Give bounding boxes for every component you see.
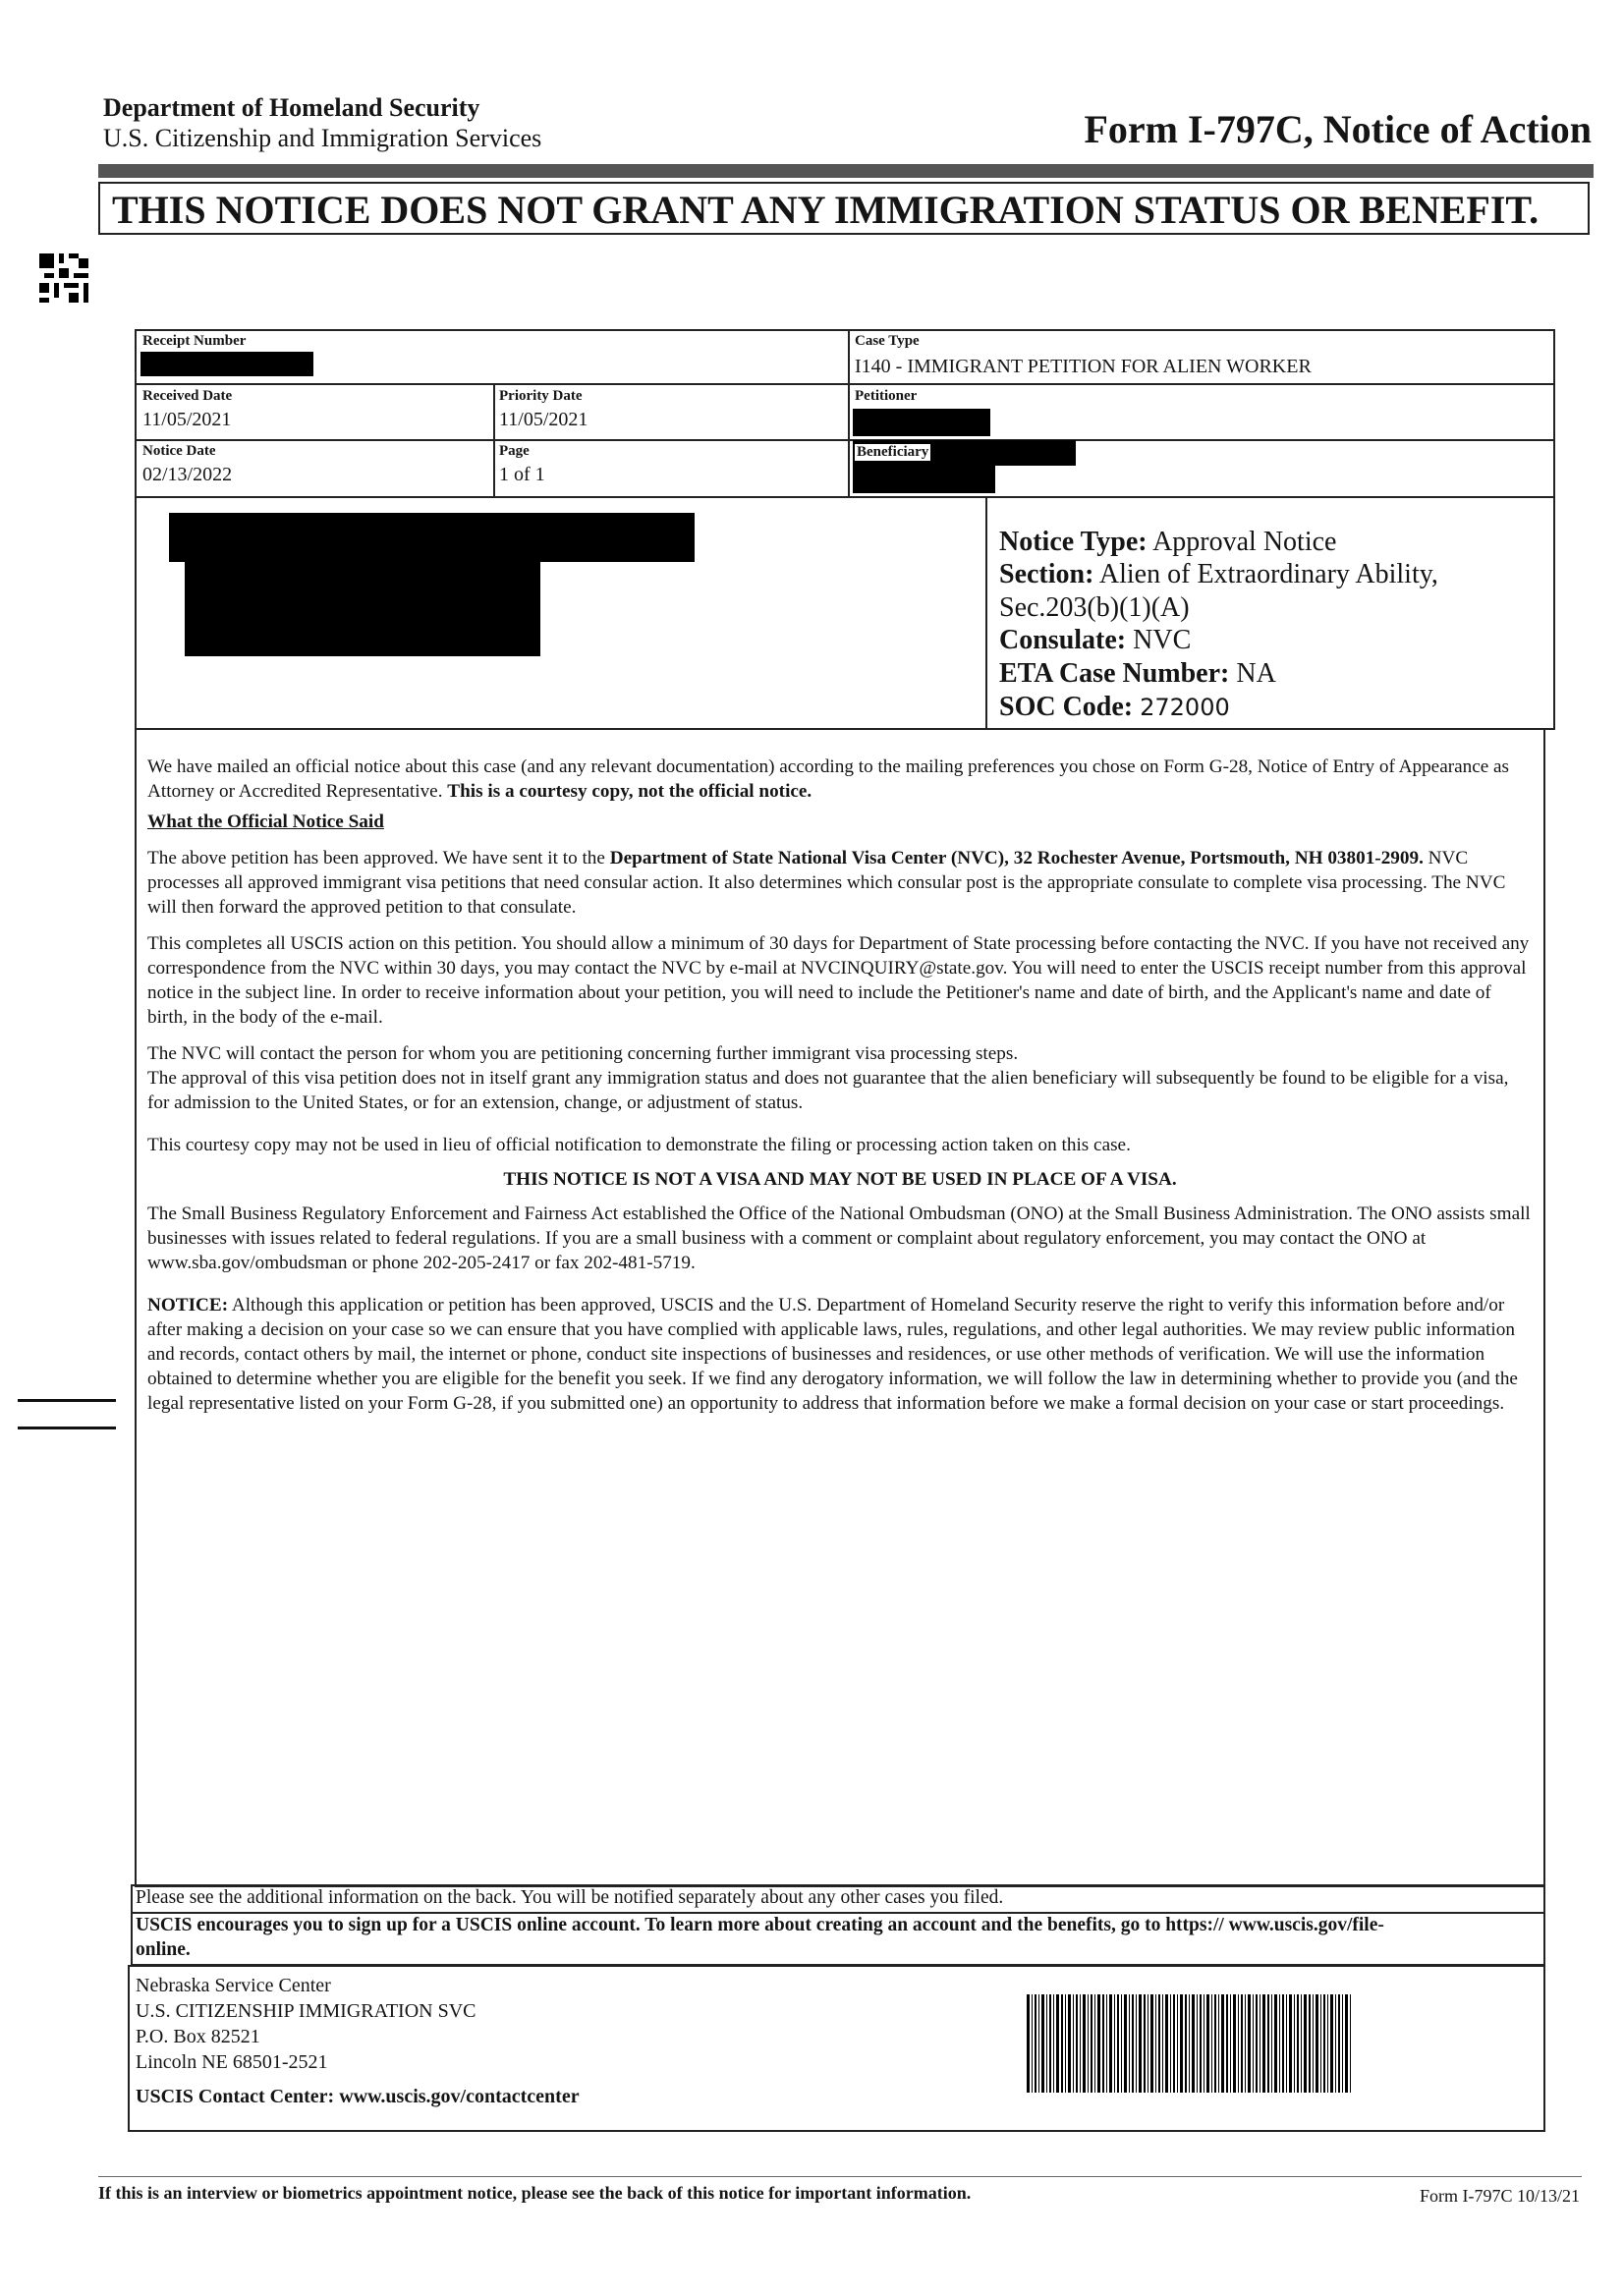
footer-note: If this is an interview or biometrics appointment notice, please see the back of this notice for important information. — [98, 2183, 972, 2203]
margin-mark — [18, 1399, 116, 1402]
barcode-icon — [1027, 1994, 1351, 2093]
paragraph: The above petition has been approved. We have sent it to the Department of State National Visa Center (NVC), 32 Rochester Avenue, Portsmouth, NH 03801-2909. NVC processes all approved immigrant visa petitions that need consular action. It also determines which consular post is the appropriate consulate to complete visa processing. The NVC will then forward the approved petition to that consulate. — [147, 848, 1506, 918]
box-divider — [985, 496, 987, 730]
paragraph: This courtesy copy may not be used in lieu of official notification to demonstrate the filing or processing action taken on this case. — [147, 1135, 1131, 1155]
priority-date-label: Priority Date — [499, 388, 583, 404]
service-center-city: Lincoln NE 68501-2521 — [136, 2051, 328, 2073]
page-number: 1 of 1 — [499, 464, 545, 485]
notice-consulate: Consulate: NVC — [999, 625, 1192, 655]
notice-date-label: Notice Date — [142, 443, 216, 459]
notice-date: 02/13/2022 — [142, 464, 233, 485]
beneficiary-label: Beneficiary — [857, 444, 929, 460]
service-center-svc: U.S. CITIZENSHIP IMMIGRATION SVC — [136, 2000, 476, 2022]
paragraph: We have mailed an official notice about this case (and any relevant documentation) according to the mailing preferences you chose on Form G-28, Notice of Entry of Appearance as Attorney or Accredited Representative. This is a courtesy copy, not the official notice. — [147, 756, 1510, 802]
contact-center: USCIS Contact Center: www.uscis.gov/contactcenter — [136, 2086, 580, 2107]
paragraph: The Small Business Regulatory Enforcement and Fairness Act established the Office of the National Ombudsman (ONO) at the Small Business Administration. The ONO assists small businesses with issues related to federal regulations. If you are a small business with a comment or complaint about regulatory enforcement, you may contact the ONO at www.sba.gov/ombudsman or phone 202-205-2417 or fax 202-481-5719. — [147, 1203, 1531, 1273]
table-divider — [848, 329, 850, 498]
receipt-number-label: Receipt Number — [142, 333, 247, 349]
received-date-label: Received Date — [142, 388, 233, 404]
section-heading: What the Official Notice Said — [147, 812, 384, 832]
petitioner-label: Petitioner — [855, 388, 918, 404]
notice-eta-case: ETA Case Number: NA — [999, 658, 1276, 689]
department-name: Department of Homeland Security — [103, 93, 480, 122]
margin-mark — [18, 1427, 116, 1429]
redacted-address — [169, 513, 695, 562]
footer-rule — [98, 2176, 1582, 2177]
redacted-receipt-number — [140, 352, 313, 376]
additional-info-text: Please see the additional information on the back. You will be notified separately about any other cases you filed. — [136, 1887, 1004, 1908]
table-divider — [135, 439, 1555, 441]
online-account-text: USCIS encourages you to sign up for a USCIS online account. To learn more about creating an account and the benefits, go to https:// www.uscis.gov/file-online. — [136, 1915, 1384, 1960]
notice-section-code: Sec.203(b)(1)(A) — [999, 592, 1190, 623]
paragraph: The NVC will contact the person for whom you are petitioning concerning further immigrant visa processing steps. — [147, 1043, 1019, 1064]
form-title: Form I-797C, Notice of Action — [1084, 107, 1592, 151]
case-type: I140 - IMMIGRANT PETITION FOR ALIEN WORKER — [855, 356, 1312, 377]
case-type-label: Case Type — [855, 333, 920, 349]
header-bar — [98, 164, 1594, 178]
priority-date: 11/05/2021 — [499, 409, 588, 430]
paragraph: This completes all USCIS action on this petition. You should allow a minimum of 30 days for Department of State processing before contacting the NVC. If you have not received any correspondence from the NVC within 30 days, you may contact the NVC by e-mail at NVCINQUIRY@state.gov. You will need to enter the USCIS receipt number from this approval notice in the subject line. In order to receive information about your petition, you will need to include the Petitioner's name and date of birth, and the Applicant's name and date of birth, in the body of the e-mail. — [147, 933, 1530, 1028]
agency-name: U.S. Citizenship and Immigration Services — [103, 124, 542, 152]
redacted-address — [185, 560, 540, 656]
redacted-petitioner — [853, 409, 990, 436]
received-date: 11/05/2021 — [142, 409, 232, 430]
notice-type: Notice Type: Approval Notice — [999, 527, 1337, 557]
notice-section: Section: Alien of Extraordinary Ability, — [999, 559, 1438, 589]
case-info-table — [135, 329, 1555, 498]
footer-form-id: Form I-797C 10/13/21 — [1419, 2186, 1580, 2206]
service-center-po-box: P.O. Box 82521 — [136, 2026, 260, 2047]
redacted-beneficiary — [992, 440, 1076, 466]
service-center-name: Nebraska Service Center — [136, 1975, 331, 1996]
table-divider — [493, 383, 495, 498]
notice-soc-code: SOC Code: 272000 — [999, 692, 1230, 722]
page-label: Page — [499, 443, 530, 459]
notice-body-text — [147, 755, 1533, 1416]
status-banner: THIS NOTICE DOES NOT GRANT ANY IMMIGRATION STATUS OR BENEFIT. — [98, 182, 1590, 235]
paragraph: The approval of this visa petition does not in itself grant any immigration status and does not guarantee that the alien beneficiary will subsequently be found to be eligible for a visa, for admission to the United States, or for an extension, change, or adjustment of status. — [147, 1068, 1509, 1113]
qr-code-icon — [39, 253, 88, 303]
visa-warning: THIS NOTICE IS NOT A VISA AND MAY NOT BE USED IN PLACE OF A VISA. — [503, 1169, 1177, 1190]
paragraph: NOTICE: Although this application or petition has been approved, USCIS and the U.S. Department of Homeland Security reserve the right to verify this information before and/or after making a decision on your case so we can ensure that you have complied with applicable laws, rules, regulations, and other legal authorities. We may review public information and records, contact others by mail, the internet or phone, conduct site inspections of businesses and residences, or use other methods of verification. We will use the information obtained to determine whether you are eligible for the benefit you seek. If we find any derogatory information, we will follow the law in determining whether to provide you (and the legal representative listed on your Form G-28, if you submitted one) an opportunity to address that information before we make a formal decision on your case or start proceedings. — [147, 1295, 1518, 1414]
table-divider — [135, 383, 1555, 385]
